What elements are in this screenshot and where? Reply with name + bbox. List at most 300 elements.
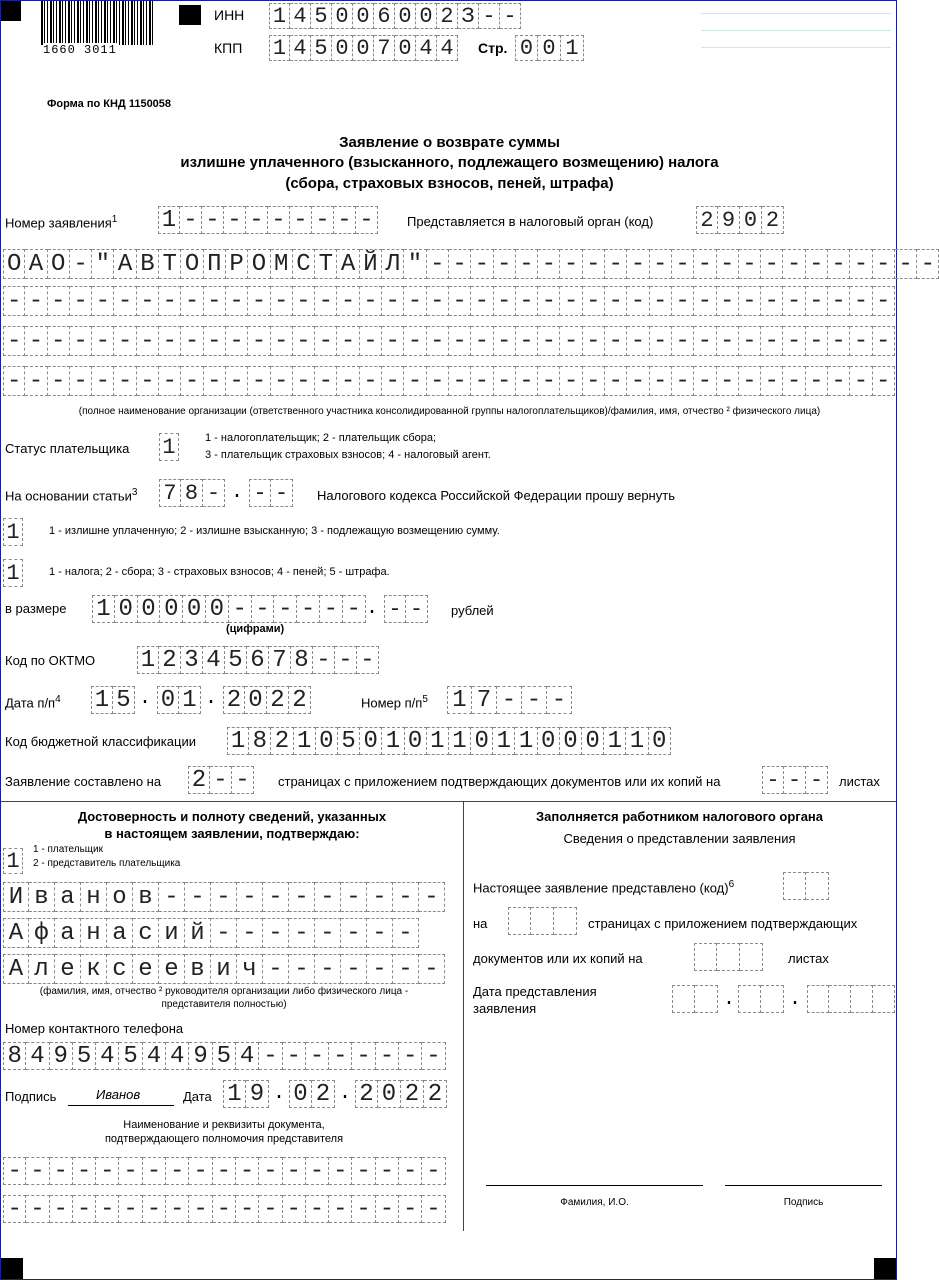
org-name-line-4-char[interactable]: - — [783, 366, 805, 396]
doc-line-2-char[interactable]: - — [96, 1195, 119, 1223]
payment-type-cell-char[interactable]: 1 — [3, 559, 23, 587]
org-name-line-2-char[interactable]: - — [360, 286, 382, 316]
surname-cells-char[interactable]: в — [29, 882, 55, 912]
org-name-line-4-char[interactable]: - — [271, 366, 293, 396]
kbk-cells[interactable] — [227, 727, 671, 755]
amount-rub-cells-char[interactable]: 0 — [160, 595, 183, 623]
org-name-line-2-char[interactable]: - — [516, 286, 538, 316]
org-name-line-3-char[interactable]: - — [382, 326, 404, 356]
article-cells-sub-char[interactable]: - — [271, 479, 293, 507]
org-name-line-3-char[interactable]: - — [337, 326, 359, 356]
payment-date-yyyy-char[interactable]: 2 — [223, 686, 245, 714]
application-number-cells-char[interactable]: - — [290, 206, 312, 234]
org-name-line-3-char[interactable]: - — [315, 326, 337, 356]
phone-cells-char[interactable]: 4 — [236, 1042, 259, 1070]
org-name-line-2-char[interactable]: - — [828, 286, 850, 316]
org-name-line-2-char[interactable]: - — [159, 286, 181, 316]
payment-date-yyyy-char[interactable]: 2 — [267, 686, 289, 714]
oktmo-cells-char[interactable]: 1 — [137, 646, 159, 674]
kbk-cells-char[interactable]: 0 — [538, 727, 560, 755]
org-name-line-2-char[interactable]: - — [137, 286, 159, 316]
payment-date-dd-char[interactable]: 1 — [91, 686, 113, 714]
office-sheets-cells[interactable] — [694, 943, 763, 971]
article-cells-main-char[interactable]: - — [203, 479, 225, 507]
phone-cells-char[interactable]: - — [376, 1042, 399, 1070]
doc-line-1-char[interactable]: - — [259, 1157, 282, 1185]
payment-date-dd[interactable] — [91, 686, 135, 714]
office-pages-cells-char[interactable] — [554, 907, 577, 935]
amount-rub-cells[interactable] — [92, 595, 366, 623]
org-name-line-3[interactable] — [3, 326, 895, 356]
surname-cells-char[interactable]: - — [341, 882, 367, 912]
org-name-line-4-char[interactable]: - — [427, 366, 449, 396]
amount-rub-cells-char[interactable]: - — [229, 595, 252, 623]
org-name-line-1-char[interactable]: - — [672, 249, 694, 279]
org-name-line-3-char[interactable]: - — [560, 326, 582, 356]
kbk-cells-char[interactable]: 2 — [271, 727, 293, 755]
pages-cells-char[interactable]: 2 — [188, 766, 210, 794]
org-name-line-1-char[interactable]: - — [538, 249, 560, 279]
org-name-line-3-char[interactable]: - — [538, 326, 560, 356]
office-pages-cells[interactable] — [508, 907, 577, 935]
kbk-cells-char[interactable]: 0 — [582, 727, 604, 755]
org-name-line-1-char[interactable]: - — [627, 249, 649, 279]
amount-rub-cells-char[interactable]: 1 — [92, 595, 115, 623]
org-name-line-3-char[interactable]: - — [783, 326, 805, 356]
patronymic-cells-char[interactable]: - — [341, 954, 367, 984]
org-name-line-1-char[interactable]: - — [494, 249, 516, 279]
application-number-cells-char[interactable]: 1 — [158, 206, 180, 234]
org-name-line-2-char[interactable]: - — [538, 286, 560, 316]
amount-rub-cells-char[interactable]: 0 — [183, 595, 206, 623]
surname-cells-char[interactable]: - — [237, 882, 263, 912]
org-name-line-3-char[interactable]: - — [3, 326, 25, 356]
phone-cells-char[interactable]: - — [399, 1042, 422, 1070]
org-name-line-4-char[interactable]: - — [25, 366, 47, 396]
org-name-line-1-char[interactable]: - — [828, 249, 850, 279]
doc-line-2-char[interactable]: - — [26, 1195, 49, 1223]
name-cells-char[interactable]: - — [393, 918, 419, 948]
org-name-line-2-char[interactable]: - — [873, 286, 895, 316]
org-name-line-2-char[interactable]: - — [382, 286, 404, 316]
doc-line-1-char[interactable]: - — [73, 1157, 96, 1185]
application-number-cells-char[interactable]: - — [246, 206, 268, 234]
org-name-line-1-char[interactable]: Р — [226, 249, 248, 279]
doc-line-1-char[interactable]: - — [352, 1157, 375, 1185]
doc-line-2-char[interactable]: - — [283, 1195, 306, 1223]
doc-line-2-char[interactable]: - — [50, 1195, 73, 1223]
patronymic-cells-char[interactable]: е — [159, 954, 185, 984]
doc-line-1[interactable] — [3, 1157, 446, 1185]
office-date-dd-char[interactable] — [672, 985, 695, 1013]
org-name-line-3-char[interactable]: - — [605, 326, 627, 356]
surname-cells[interactable] — [3, 882, 445, 912]
org-name-line-1-char[interactable]: Т — [315, 249, 337, 279]
org-name-line-4-char[interactable]: - — [360, 366, 382, 396]
org-name-line-2-char[interactable]: - — [293, 286, 315, 316]
org-name-line-3-char[interactable]: - — [516, 326, 538, 356]
org-name-line-4-char[interactable]: - — [538, 366, 560, 396]
return-type-cell[interactable] — [3, 518, 23, 546]
payment-date-mm-char[interactable]: 0 — [157, 686, 179, 714]
org-name-line-2-char[interactable]: - — [583, 286, 605, 316]
org-name-line-1-char[interactable]: - — [761, 249, 783, 279]
sign-date-yyyy-char[interactable]: 2 — [355, 1080, 378, 1108]
org-name-line-1-char[interactable]: П — [204, 249, 226, 279]
application-number-cells-char[interactable]: - — [202, 206, 224, 234]
org-name-line-1-char[interactable]: - — [560, 249, 582, 279]
tax-office-cells-char[interactable]: 9 — [718, 206, 740, 234]
doc-line-1-char[interactable]: - — [26, 1157, 49, 1185]
doc-line-2-char[interactable]: - — [376, 1195, 399, 1223]
payment-date-mm-char[interactable]: 1 — [179, 686, 201, 714]
org-name-line-3-char[interactable]: - — [828, 326, 850, 356]
sheets-cells-char[interactable]: - — [806, 766, 828, 794]
org-name-line-4-char[interactable]: - — [694, 366, 716, 396]
org-name-line-1-char[interactable]: - — [895, 249, 917, 279]
patronymic-cells-char[interactable]: с — [107, 954, 133, 984]
org-name-line-4-char[interactable]: - — [70, 366, 92, 396]
org-name-line-3-char[interactable]: - — [583, 326, 605, 356]
kbk-cells-char[interactable]: 1 — [626, 727, 648, 755]
org-name-line-3-char[interactable]: - — [92, 326, 114, 356]
org-name-line-2-char[interactable]: - — [404, 286, 426, 316]
org-name-line-3-char[interactable]: - — [360, 326, 382, 356]
phone-cells-char[interactable]: 5 — [73, 1042, 96, 1070]
patronymic-cells-char[interactable]: - — [263, 954, 289, 984]
org-name-line-3-char[interactable]: - — [48, 326, 70, 356]
org-name-line-2-char[interactable]: - — [761, 286, 783, 316]
kbk-cells-char[interactable]: 1 — [427, 727, 449, 755]
return-type-cell-char[interactable]: 1 — [3, 518, 23, 546]
name-cells-char[interactable]: - — [341, 918, 367, 948]
doc-line-2-char[interactable]: - — [399, 1195, 422, 1223]
patronymic-cells-char[interactable]: - — [289, 954, 315, 984]
office-date-dd[interactable] — [672, 985, 718, 1013]
presented-code-cells-char[interactable] — [806, 872, 829, 900]
office-date-yyyy-char[interactable] — [873, 985, 895, 1013]
patronymic-cells-char[interactable]: А — [3, 954, 29, 984]
pages-cells-char[interactable]: - — [210, 766, 232, 794]
sheets-cells[interactable] — [762, 766, 828, 794]
org-name-line-4-char[interactable]: - — [404, 366, 426, 396]
org-name-line-1-char[interactable]: - — [605, 249, 627, 279]
org-name-line-3-char[interactable]: - — [404, 326, 426, 356]
office-date-dd-char[interactable] — [695, 985, 718, 1013]
org-name-line-3-char[interactable]: - — [114, 326, 136, 356]
org-name-line-3-char[interactable]: - — [226, 326, 248, 356]
amount-rub-cells-char[interactable]: - — [252, 595, 275, 623]
amount-kop-cells[interactable] — [384, 595, 428, 623]
phone-cells-char[interactable]: - — [306, 1042, 329, 1070]
doc-line-2-char[interactable]: - — [329, 1195, 352, 1223]
org-name-line-2-char[interactable]: - — [92, 286, 114, 316]
org-name-line-3-char[interactable]: - — [806, 326, 828, 356]
org-name-line-4-char[interactable]: - — [449, 366, 471, 396]
org-name-line-3-char[interactable]: - — [70, 326, 92, 356]
org-name-line-2[interactable] — [3, 286, 895, 316]
application-number-cells-char[interactable]: - — [356, 206, 378, 234]
doc-line-1-char[interactable]: - — [189, 1157, 212, 1185]
org-name-line-1-char[interactable]: Л — [382, 249, 404, 279]
sheets-cells-char[interactable]: - — [762, 766, 784, 794]
org-name-line-4-char[interactable]: - — [226, 366, 248, 396]
phone-cells-char[interactable]: 5 — [213, 1042, 236, 1070]
name-cells-char[interactable]: - — [237, 918, 263, 948]
amount-kop-cells-char[interactable]: - — [406, 595, 428, 623]
patronymic-cells-char[interactable]: ч — [237, 954, 263, 984]
org-name-line-1-char[interactable]: - — [427, 249, 449, 279]
org-name-line-3-char[interactable]: - — [471, 326, 493, 356]
payment-date-mm[interactable] — [157, 686, 201, 714]
sign-date-yyyy-char[interactable]: 2 — [401, 1080, 424, 1108]
org-name-line-4-char[interactable]: - — [248, 366, 270, 396]
phone-cells-char[interactable]: 4 — [143, 1042, 166, 1070]
org-name-line-2-char[interactable]: - — [560, 286, 582, 316]
org-name-line-2-char[interactable]: - — [850, 286, 872, 316]
article-cells-sub-char[interactable]: - — [249, 479, 271, 507]
surname-cells-char[interactable]: - — [289, 882, 315, 912]
oktmo-cells-char[interactable]: 2 — [159, 646, 181, 674]
name-cells-char[interactable]: н — [81, 918, 107, 948]
article-cells-main-char[interactable]: 7 — [159, 479, 181, 507]
org-name-line-2-char[interactable]: - — [114, 286, 136, 316]
amount-rub-cells-char[interactable]: - — [343, 595, 366, 623]
name-cells-char[interactable]: с — [133, 918, 159, 948]
org-name-line-4-char[interactable]: - — [293, 366, 315, 396]
phone-cells-char[interactable]: - — [352, 1042, 375, 1070]
phone-cells-char[interactable]: 4 — [166, 1042, 189, 1070]
org-name-line-3-char[interactable]: - — [873, 326, 895, 356]
org-name-line-1-char[interactable]: - — [449, 249, 471, 279]
sign-date-dd[interactable] — [223, 1080, 269, 1108]
kbk-cells-char[interactable]: 1 — [227, 727, 249, 755]
surname-cells-char[interactable]: н — [81, 882, 107, 912]
doc-line-1-char[interactable]: - — [213, 1157, 236, 1185]
tax-office-cells-char[interactable]: 0 — [740, 206, 762, 234]
doc-line-1-char[interactable]: - — [143, 1157, 166, 1185]
payment-number-cells-char[interactable]: 7 — [472, 686, 497, 714]
amount-rub-cells-char[interactable]: - — [320, 595, 343, 623]
org-name-line-2-char[interactable]: - — [605, 286, 627, 316]
application-number-cells-char[interactable]: - — [334, 206, 356, 234]
surname-cells-char[interactable]: о — [107, 882, 133, 912]
org-name-line-3-char[interactable]: - — [739, 326, 761, 356]
org-name-line-3-char[interactable]: - — [694, 326, 716, 356]
oktmo-cells[interactable] — [137, 646, 379, 674]
org-name-line-1-char[interactable]: А — [337, 249, 359, 279]
surname-cells-char[interactable]: - — [211, 882, 237, 912]
org-name-line-4-char[interactable]: - — [181, 366, 203, 396]
patronymic-cells-char[interactable]: - — [393, 954, 419, 984]
org-name-line-4-char[interactable]: - — [516, 366, 538, 396]
oktmo-cells-char[interactable]: - — [357, 646, 379, 674]
office-date-yyyy-char[interactable] — [829, 985, 851, 1013]
doc-line-1-char[interactable]: - — [236, 1157, 259, 1185]
payment-date-yyyy-char[interactable]: 0 — [245, 686, 267, 714]
org-name-line-3-char[interactable]: - — [248, 326, 270, 356]
oktmo-cells-char[interactable]: 6 — [247, 646, 269, 674]
org-name-line-1-char[interactable]: - — [694, 249, 716, 279]
surname-cells-char[interactable]: - — [185, 882, 211, 912]
phone-cells-char[interactable]: 9 — [50, 1042, 73, 1070]
oktmo-cells-char[interactable]: 7 — [269, 646, 291, 674]
amount-kop-cells-char[interactable]: - — [384, 595, 406, 623]
surname-cells-char[interactable]: - — [367, 882, 393, 912]
patronymic-cells-char[interactable]: к — [81, 954, 107, 984]
sign-date-mm[interactable] — [289, 1080, 335, 1108]
doc-line-2-char[interactable]: - — [143, 1195, 166, 1223]
org-name-line-3-char[interactable]: - — [672, 326, 694, 356]
payment-number-cells-char[interactable]: - — [497, 686, 522, 714]
application-number-cells-char[interactable]: - — [312, 206, 334, 234]
phone-cells-char[interactable]: 8 — [3, 1042, 26, 1070]
payment-number-cells-char[interactable]: - — [522, 686, 547, 714]
doc-line-1-char[interactable]: - — [306, 1157, 329, 1185]
name-cells-char[interactable]: и — [159, 918, 185, 948]
name-cells-char[interactable]: а — [107, 918, 133, 948]
patronymic-cells-char[interactable]: - — [367, 954, 393, 984]
doc-line-2-char[interactable]: - — [352, 1195, 375, 1223]
org-name-line-2-char[interactable]: - — [783, 286, 805, 316]
org-name-line-2-char[interactable]: - — [494, 286, 516, 316]
org-name-line-4-char[interactable]: - — [873, 366, 895, 396]
patronymic-cells-char[interactable]: л — [29, 954, 55, 984]
org-name-line-2-char[interactable]: - — [25, 286, 47, 316]
phone-cells-char[interactable]: - — [259, 1042, 282, 1070]
doc-line-2[interactable] — [3, 1195, 446, 1223]
org-name-line-2-char[interactable]: - — [471, 286, 493, 316]
payment-number-cells-char[interactable]: - — [547, 686, 572, 714]
org-name-line-2-char[interactable]: - — [337, 286, 359, 316]
surname-cells-char[interactable]: в — [133, 882, 159, 912]
org-name-line-4-char[interactable]: - — [650, 366, 672, 396]
org-name-line-3-char[interactable]: - — [494, 326, 516, 356]
org-name-line-3-char[interactable]: - — [717, 326, 739, 356]
surname-cells-char[interactable]: а — [55, 882, 81, 912]
org-name-line-1-char[interactable]: - — [739, 249, 761, 279]
doc-line-2-char[interactable]: - — [236, 1195, 259, 1223]
name-cells-char[interactable]: а — [55, 918, 81, 948]
name-cells-char[interactable]: - — [315, 918, 341, 948]
org-name-line-4-char[interactable]: - — [92, 366, 114, 396]
org-name-line-4-char[interactable]: - — [717, 366, 739, 396]
sheets-cells-char[interactable]: - — [784, 766, 806, 794]
org-name-line-1-char[interactable]: " — [92, 249, 114, 279]
office-date-mm[interactable] — [738, 985, 784, 1013]
org-name-line-2-char[interactable]: - — [70, 286, 92, 316]
org-name-line-1-char[interactable]: О — [48, 249, 70, 279]
doc-line-2-char[interactable]: - — [3, 1195, 26, 1223]
org-name-line-3-char[interactable]: - — [427, 326, 449, 356]
kbk-cells-char[interactable]: 0 — [360, 727, 382, 755]
org-name-line-2-char[interactable]: - — [181, 286, 203, 316]
org-name-line-4-char[interactable]: - — [48, 366, 70, 396]
org-name-line-4-char[interactable]: - — [850, 366, 872, 396]
org-name-line-3-char[interactable]: - — [293, 326, 315, 356]
office-date-yyyy-char[interactable] — [807, 985, 829, 1013]
doc-line-2-char[interactable]: - — [422, 1195, 445, 1223]
sign-date-mm-char[interactable]: 0 — [289, 1080, 312, 1108]
sign-date-dd-char[interactable]: 1 — [223, 1080, 246, 1108]
status-cell-char[interactable]: 1 — [159, 433, 179, 461]
doc-line-2-char[interactable]: - — [306, 1195, 329, 1223]
doc-line-1-char[interactable]: - — [283, 1157, 306, 1185]
org-name-line-1-char[interactable]: - — [516, 249, 538, 279]
org-name-line-4-char[interactable]: - — [159, 366, 181, 396]
name-cells-char[interactable]: А — [3, 918, 29, 948]
org-name-line-2-char[interactable]: - — [672, 286, 694, 316]
org-name-line-1-char[interactable]: " — [404, 249, 426, 279]
kbk-cells-char[interactable]: 0 — [649, 727, 671, 755]
sign-date-yyyy-char[interactable]: 2 — [424, 1080, 447, 1108]
org-name-line-4-char[interactable]: - — [3, 366, 25, 396]
sign-date-dd-char[interactable]: 9 — [246, 1080, 269, 1108]
name-cells-char[interactable]: й — [185, 918, 211, 948]
office-date-yyyy-char[interactable] — [851, 985, 873, 1013]
oktmo-cells-char[interactable]: 8 — [291, 646, 313, 674]
org-name-line-2-char[interactable]: - — [204, 286, 226, 316]
application-number-cells[interactable] — [158, 206, 378, 234]
doc-line-1-char[interactable]: - — [96, 1157, 119, 1185]
surname-cells-char[interactable]: И — [3, 882, 29, 912]
amount-rub-cells-char[interactable]: 0 — [206, 595, 229, 623]
phone-cells-char[interactable]: 4 — [96, 1042, 119, 1070]
doc-line-2-char[interactable]: - — [73, 1195, 96, 1223]
org-name-line-1-char[interactable]: С — [293, 249, 315, 279]
oktmo-cells-char[interactable]: - — [313, 646, 335, 674]
article-cells-main-char[interactable]: 8 — [181, 479, 203, 507]
surname-cells-char[interactable]: - — [393, 882, 419, 912]
sign-date-yyyy[interactable] — [355, 1080, 447, 1108]
amount-rub-cells-char[interactable]: 0 — [115, 595, 138, 623]
office-sheets-cells-char[interactable] — [740, 943, 763, 971]
doc-line-1-char[interactable]: - — [376, 1157, 399, 1185]
org-name-line-4-char[interactable]: - — [672, 366, 694, 396]
doc-line-1-char[interactable]: - — [329, 1157, 352, 1185]
doc-line-1-char[interactable]: - — [119, 1157, 142, 1185]
org-name-line-4-char[interactable]: - — [137, 366, 159, 396]
org-name-line-3-char[interactable]: - — [271, 326, 293, 356]
org-name-line-1-char[interactable]: Й — [360, 249, 382, 279]
org-name-line-2-char[interactable]: - — [627, 286, 649, 316]
org-name-line-3-char[interactable]: - — [850, 326, 872, 356]
amount-rub-cells-char[interactable]: - — [297, 595, 320, 623]
org-name-line-4-char[interactable]: - — [828, 366, 850, 396]
org-name-line-2-char[interactable]: - — [3, 286, 25, 316]
office-date-mm-char[interactable] — [738, 985, 761, 1013]
name-cells-char[interactable]: - — [211, 918, 237, 948]
kbk-cells-char[interactable]: 0 — [316, 727, 338, 755]
article-cells-sub[interactable] — [249, 479, 293, 507]
org-name-line-2-char[interactable]: - — [315, 286, 337, 316]
name-cells-char[interactable]: - — [289, 918, 315, 948]
org-name-line-2-char[interactable]: - — [427, 286, 449, 316]
presented-code-cells-char[interactable] — [783, 872, 806, 900]
kbk-cells-char[interactable]: 1 — [294, 727, 316, 755]
org-name-line-4-char[interactable]: - — [114, 366, 136, 396]
application-number-cells-char[interactable]: - — [224, 206, 246, 234]
pages-cells-char[interactable]: - — [232, 766, 254, 794]
org-name-line-1-char[interactable]: М — [271, 249, 293, 279]
org-name-line-4-char[interactable]: - — [471, 366, 493, 396]
oktmo-cells-char[interactable]: 3 — [181, 646, 203, 674]
office-pages-cells-char[interactable] — [531, 907, 554, 935]
oktmo-cells-char[interactable]: 4 — [203, 646, 225, 674]
org-name-line-2-char[interactable]: - — [271, 286, 293, 316]
payment-date-yyyy-char[interactable]: 2 — [289, 686, 311, 714]
signer-cell[interactable] — [3, 848, 23, 874]
